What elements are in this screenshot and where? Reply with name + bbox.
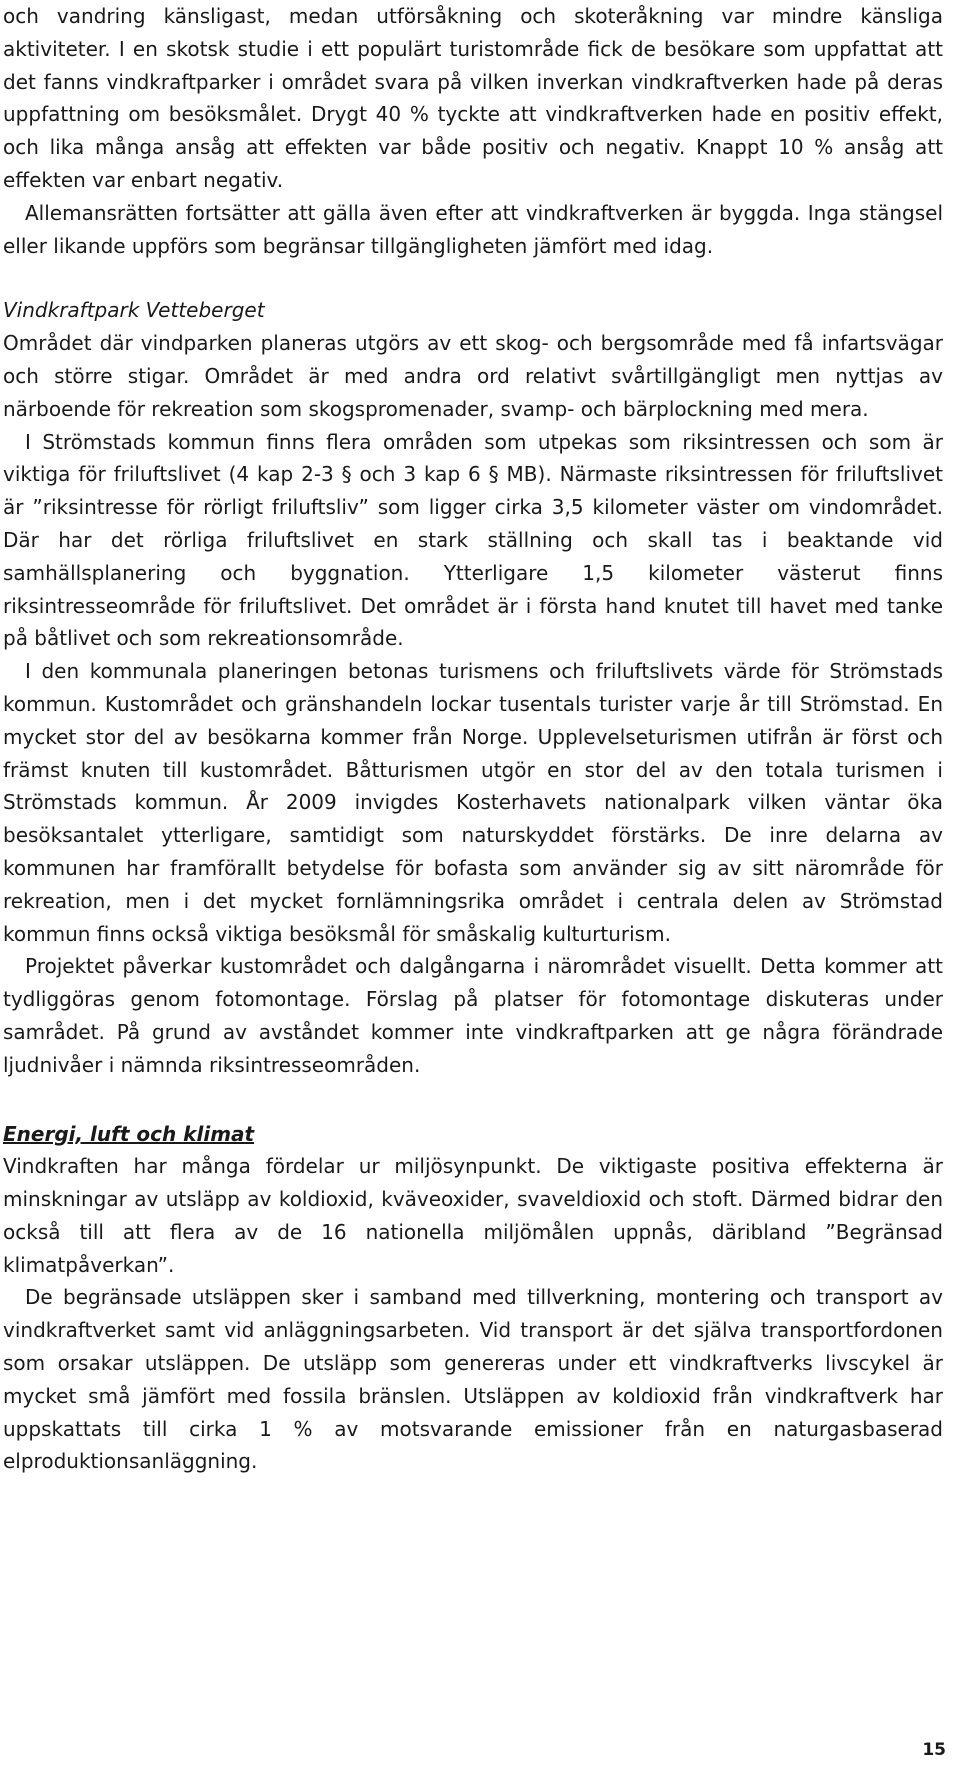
body-paragraph: I Strömstads kommun finns flera områden som utpekas som riksintressen och som är viktiga för friluftslivet (4 kap 2-3 § och 3 kap 6 § MB). Närmaste riksintressen för friluftslivet är ”riksintresse för rörligt friluftsliv” som ligger cirka 3,5 kilometer väster om vindområdet. Där har det rörliga friluftslivet en stark ställning och skall tas i beaktande vid samhällsplanering och byggnation. Ytterligare 1,5 kilometer västerut finns riksintresseområde för friluftslivet. Det området är i första hand knutet till havet med tanke på båtlivet och som rekreationsområde.: [3, 429, 943, 651]
section-spacer: [3, 1082, 943, 1118]
section-spacer: [3, 262, 943, 294]
body-paragraph: Allemansrätten fortsätter att gälla även efter att vindkraftverken är byggda. Inga stängsel eller likande uppförs som begränsar tillgängligheten jämfört med idag.: [3, 200, 943, 258]
body-paragraph: I den kommunala planeringen betonas turismens och friluftslivets värde för Strömstads kommun. Kustområdet och gränshandeln lockar tusentals turister varje år till Strömstad. En mycket stor del av besökarna kommer från Norge. Upplevelseturismen utifrån är först och främst knuten till kustområdet. Båtturismen utgör en stor del av den totala turismen i Strömstads kommun. År 2009 invigdes Kosterhavets nationalpark vilken väntar öka besöksantalet ytterligare, samtidigt som naturskyddet förstärks. De inre delarna av kommunen har framförallt betydelse för bofasta som använder sig av sitt närområde för rekreation, men i det mycket fornlämningsrika området i centrala delen av Strömstad kommun finns också viktiga besöksmål för småskalig kulturturism.: [3, 659, 943, 946]
document-page: [3, 0, 943, 1478]
body-paragraph: De begränsade utsläppen sker i samband med tillverkning, montering och transport av vindkraftverket samt vid anläggningsarbeten. Vid transport är det själva transportfordonen som orsakar utsläppen. De utsläpp som genereras under ett vindkraftverks livscykel är mycket små jämfört med fossila bränslen. Utsläppen av koldioxid från vindkraftverk har uppskattats till cirka 1 % av motsvarande emissioner från en naturgasbaserad elproduktionsanläggning.: [3, 1285, 943, 1474]
body-paragraph: och vandring känsligast, medan utförsåkning och skoteråkning var mindre känsliga aktiviteter. I en skotsk studie i ett populärt turistområde fick de besökare som uppfattat att det fanns vindkraftparker i området svara på vilken inverkan vindkraftverken hade på deras uppfattning om besöksmålet. Drygt 40 % tyckte att vindkraftverken hade en positiv effekt, och lika många ansåg att effekten var både positiv och negativ. Knappt 10 % ansåg att effekten var enbart negativ.: [3, 4, 943, 192]
body-paragraph: Projektet påverkar kustområdet och dalgångarna i närområdet visuellt. Detta kommer att tydliggöras genom fotomontage. Förslag på platser för fotomontage diskuteras under samrådet. På grund av avståndet kommer inte vindkraftparken att ge några förändrade ljudnivåer i nämnda riksintresseområden.: [3, 954, 943, 1077]
heading-energi: Energi, luft och klimat: [3, 1121, 255, 1146]
subheading-vetteberget: Vindkraftpark Vetteberget: [3, 298, 265, 323]
body-paragraph: Vindkraften har många fördelar ur miljösynpunkt. De viktigaste positiva effekterna är minskningar av utsläpp av koldioxid, kväveoxider, svaveldioxid och stoft. Därmed bidrar den också till att flera av de 16 nationella miljömålen uppnås, däribland ”Begränsad klimatpåverkan”.: [3, 1154, 943, 1277]
body-paragraph: Området där vindparken planeras utgörs av ett skog- och bergsområde med få infartsvägar och större stigar. Området är med andra ord relativt svårtillgängligt men nyttjas av närboende för rekreation som skogspromenader, svamp- och bärplockning med mera.: [3, 331, 943, 421]
page-number: 15: [922, 1740, 946, 1760]
